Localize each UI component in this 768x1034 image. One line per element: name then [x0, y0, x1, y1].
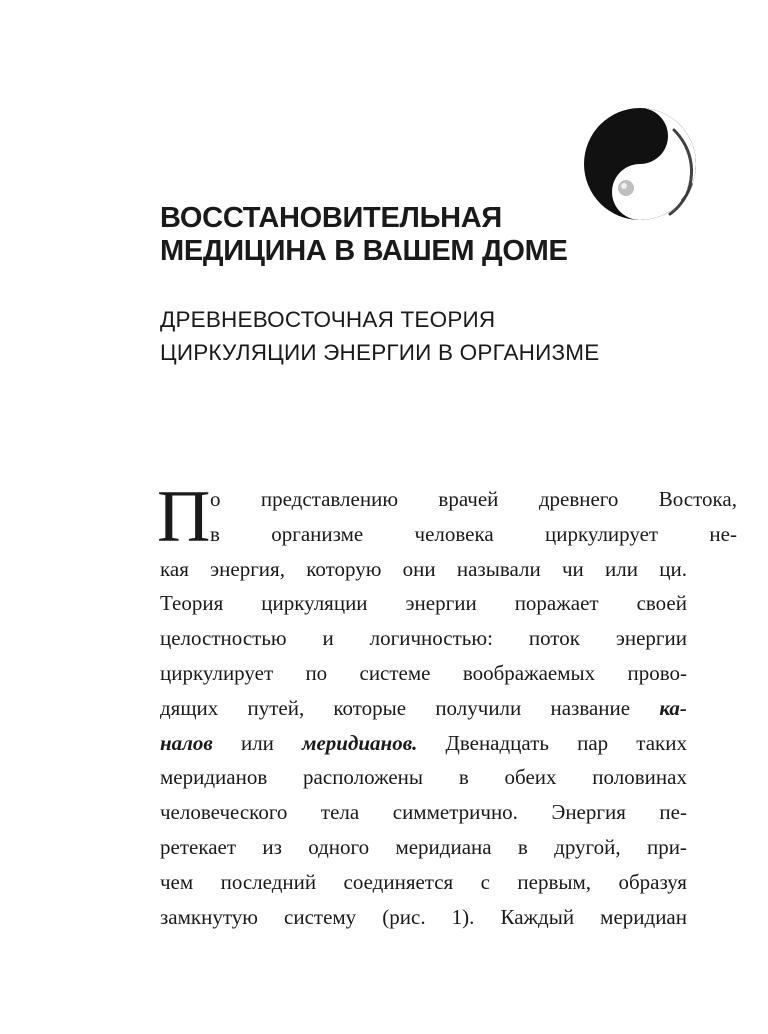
body-word: систему: [284, 904, 357, 929]
body-word: половинах: [592, 765, 687, 790]
body-word: энергии: [615, 626, 687, 651]
body-word: циркулирует: [160, 660, 274, 685]
body-word: системе: [359, 660, 431, 685]
body-word: чи: [561, 556, 584, 581]
body-line: [160, 552, 687, 587]
body-word: меридиан: [600, 904, 687, 929]
body-word: меридиана: [395, 834, 492, 859]
body-word: и: [322, 626, 334, 651]
body-word: (рис.: [382, 904, 426, 929]
body-word: целостностью: [160, 626, 287, 651]
body-word: дящих: [160, 695, 219, 720]
chapter-title-line-1: ВОССТАНОВИТЕЛЬНАЯ: [160, 202, 502, 234]
body-word: или: [240, 730, 274, 755]
body-word: воображаемых: [462, 660, 596, 685]
body-word: они: [402, 556, 436, 581]
body-word: в: [458, 765, 469, 790]
body-word: из: [262, 834, 282, 859]
body-line: [160, 656, 687, 691]
body-word: расположены: [303, 765, 424, 790]
body-word: первым,: [517, 869, 592, 894]
body-word: при-: [646, 834, 687, 859]
body-word: представлению: [260, 487, 399, 511]
body-word: Каждый: [500, 904, 575, 929]
body-word: поражает: [514, 591, 599, 616]
body-line: [160, 760, 687, 795]
body-word: Теория: [160, 591, 224, 616]
body-word: путей,: [247, 695, 305, 720]
body-word: поток: [528, 626, 580, 651]
body-word: получили: [435, 695, 522, 720]
body-word: ретекает: [160, 834, 237, 859]
body-word: по: [305, 660, 328, 685]
body-word: которые: [333, 695, 407, 720]
body-word: в: [210, 521, 220, 546]
chapter-subtitle-line-2: ЦИРКУЛЯЦИИ ЭНЕРГИИ В ОРГАНИЗМЕ: [160, 340, 600, 365]
body-line: [160, 691, 687, 726]
term-emphasis: меридианов.: [302, 730, 418, 755]
body-word: прово-: [627, 660, 687, 685]
body-line: [160, 621, 687, 656]
body-word: энергия,: [210, 556, 285, 581]
body-word: в: [517, 834, 528, 859]
body-word: или: [605, 556, 638, 581]
body-word: древнего: [538, 487, 619, 511]
body-line: [160, 726, 687, 761]
body-word: организме: [271, 521, 364, 546]
body-line: [160, 586, 687, 621]
body-word: не-: [709, 521, 737, 546]
body-word: тела: [320, 800, 360, 825]
body-word: энергии: [405, 591, 477, 616]
body-word: симметрично.: [392, 800, 518, 825]
body-word: о: [210, 487, 221, 511]
body-line: [160, 482, 737, 517]
body-word: врачей: [438, 487, 499, 511]
drop-cap: П: [157, 476, 211, 558]
body-word: человека: [414, 521, 494, 546]
body-word: 1).: [451, 904, 475, 929]
body-line: [160, 795, 687, 830]
body-word: Востока,: [658, 487, 737, 511]
body-word: Энергия: [551, 800, 626, 825]
body-word: логичностью:: [369, 626, 493, 651]
body-word: кая: [160, 556, 189, 581]
body-word: с: [480, 869, 490, 894]
body-word: пар: [577, 730, 609, 755]
term-emphasis: налов: [160, 730, 213, 755]
chapter-subtitle: [160, 303, 720, 369]
body-word: называли: [456, 556, 541, 581]
chapter-title: [160, 202, 720, 268]
body-word: название: [550, 695, 631, 720]
body-word: одного: [308, 834, 370, 859]
body-word: циркуляции: [261, 591, 368, 616]
body-line: [160, 865, 687, 900]
body-line: [160, 900, 687, 935]
body-word: меридианов: [160, 765, 268, 790]
body-word: циркулирует: [544, 521, 659, 546]
chapter-subtitle-line-1: ДРЕВНЕВОСТОЧНАЯ ТЕОРИЯ: [160, 307, 496, 332]
body-word: образуя: [618, 869, 687, 894]
body-word: соединяется: [343, 869, 454, 894]
body-line: [160, 517, 737, 552]
body-word: своей: [636, 591, 687, 616]
body-word: человеческого: [160, 800, 288, 825]
body-word: последний: [220, 869, 317, 894]
body-word: замкнутую: [160, 904, 258, 929]
body-word: другой,: [554, 834, 621, 859]
term-emphasis: ка-: [659, 695, 687, 720]
body-line: [160, 830, 687, 865]
chapter-title-line-2: МЕДИЦИНА В ВАШЕМ ДОМЕ: [160, 235, 568, 267]
body-word: Двенадцать: [445, 730, 549, 755]
body-word: пе-: [659, 800, 687, 825]
body-word: обеих: [504, 765, 557, 790]
body-paragraph: [160, 482, 737, 934]
body-word: которую: [306, 556, 382, 581]
body-word: чем: [160, 869, 194, 894]
body-word: таких: [636, 730, 687, 755]
body-word: ци.: [659, 556, 687, 581]
